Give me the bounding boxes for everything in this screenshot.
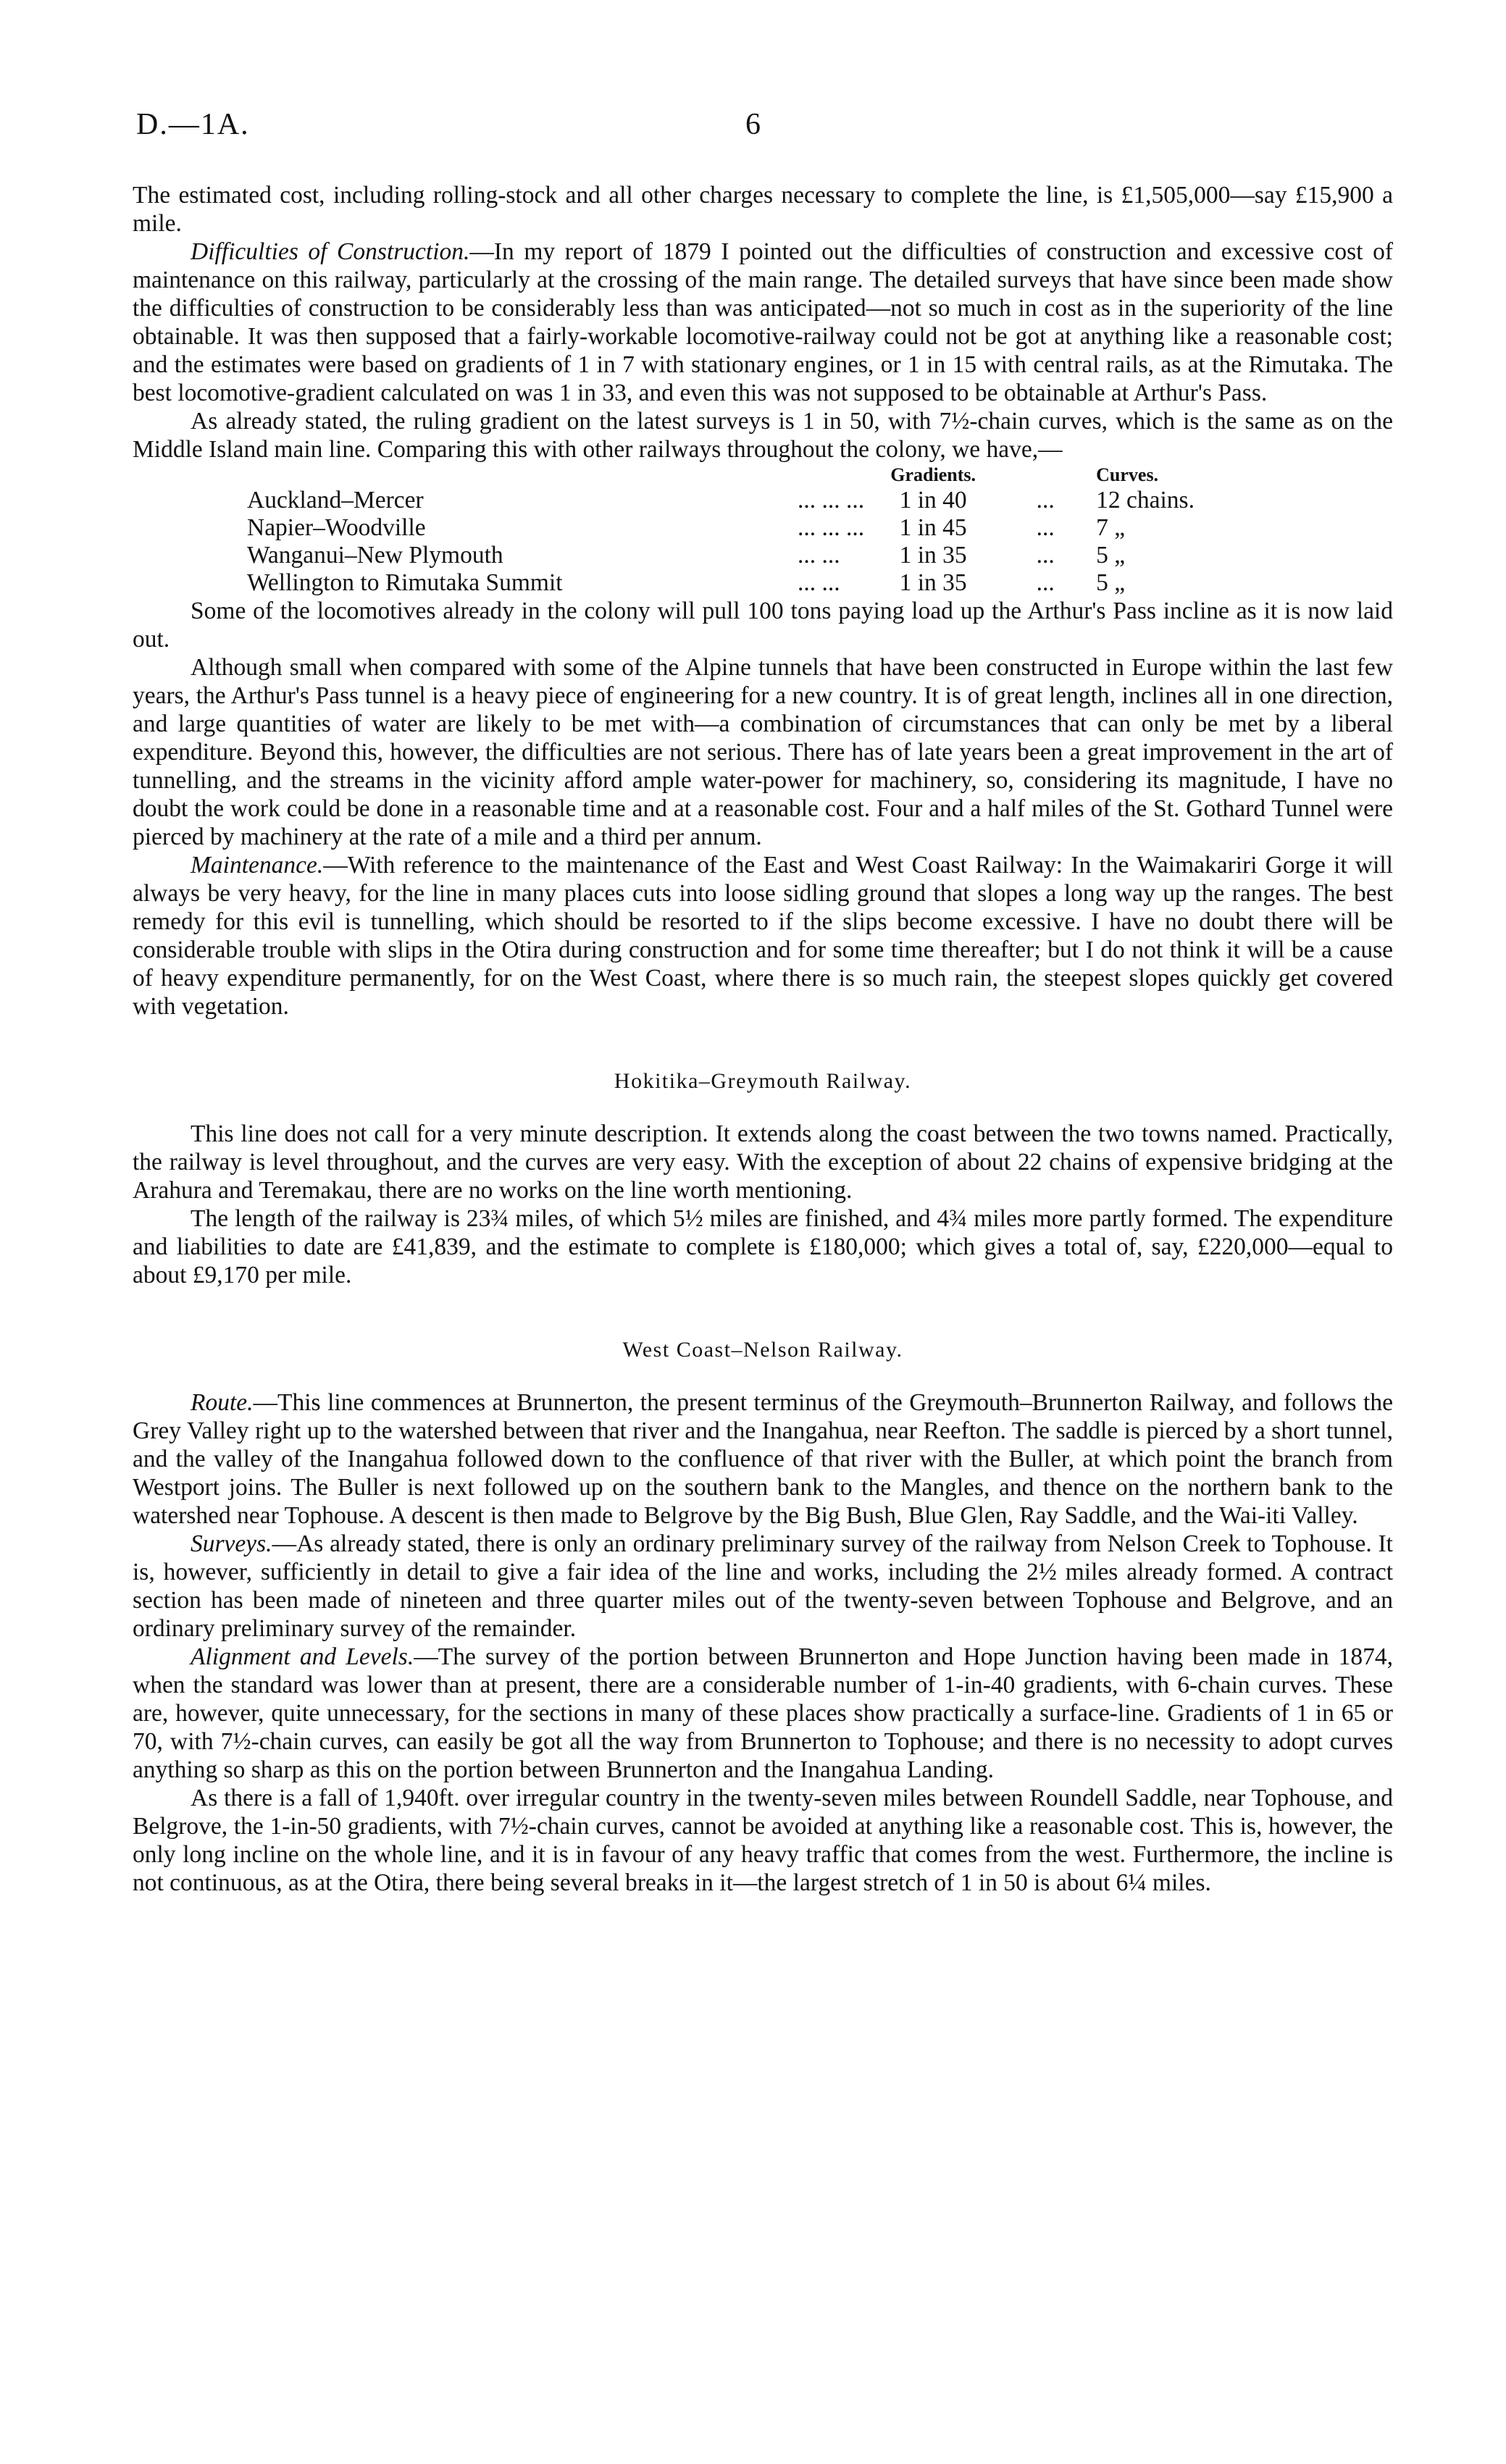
paragraph-route [133,1388,1393,1530]
row-separator: ... [1036,514,1055,541]
table-header-row [247,464,1234,487]
row-separator: ... [1036,542,1055,569]
row-separator: ... [1036,569,1055,596]
row-curves: 12 chains. [1096,487,1195,514]
row-curves: 7 „ [1096,514,1126,541]
page-header [136,107,1370,151]
row-line-name: Wellington to Rimutaka Summit [247,569,563,596]
paragraph-estimated-cost: The estimated cost, including rolling-stock and all other charges necessary to complete the line, is £1,505,000—say £15,900 a mile. [133,182,1393,237]
row-curves: 5 „ [1096,542,1126,569]
row-leader-dots: ... ... [798,569,840,596]
section-title-westcoast: West Coast–Nelson Railway. [622,1338,903,1362]
paragraph-hokitika-description: This line does not call for a very minute description. It extends along the coast between the two towns named. Practically, the railway is level throughout, and the curves are very easy. With the exception of about 22 chains of expensive bridging at the Arahura and Teremakau, there are no works on the line worth mentioning. [133,1120,1393,1204]
row-separator: ... [1036,487,1055,514]
maintenance-label: Maintenance. [191,852,324,879]
row-line-name: Wanganui–New Plymouth [247,542,503,569]
difficulties-text: —In my report of 1879 I pointed out the difficulties of construction and excessive cost of maintenance on this railway, particularly at the crossing of the main range. The detailed surveys that have since been made show the difficulties of construction to be considerably less than was anticipated—not so much in cost as in the superiority of the line obtainable. It was then supposed that a fairly-workable locomotive-railway could not be got at anything like a reasonable cost; and the estimates were based on gradients of 1 in 7 with stationary engines, or 1 in 15 with central rails, as at the Rimutaka. The best locomotive-gradient calculated on was 1 in 33, and even this was not supposed to be obtainable at Arthur's Pass. [133,238,1393,406]
table-row [247,514,1234,542]
route-label: Route. [191,1389,254,1416]
row-gradient: 1 in 35 [899,569,967,596]
paragraph-alignment [133,1643,1393,1784]
row-gradient: 1 in 45 [899,514,967,541]
difficulties-label: Difficulties of Construction. [191,238,470,265]
surveys-text: —As already stated, there is only an ordinary preliminary survey of the railway from Nelson Creek to Tophouse. It is, however, sufficiently in detail to give a fair idea of the line and works, including the 2½ miles already formed. A contract section has been made of nineteen and three quarter miles out of the twenty-seven between Tophouse and Belgrove, and an ordinary preliminary survey of the remainder. [133,1530,1393,1642]
table-row [247,569,1234,597]
row-leader-dots: ... ... [798,542,840,569]
paragraph-hokitika-length: The length of the railway is 23¾ miles, of which 5½ miles are finished, and 4¾ miles more partly formed. The expenditure and liabilities to date are £41,839, and the estimate to complete is £180,000; which gives a total of, say, £220,000—equal to about £9,170 per mile. [133,1205,1393,1288]
row-gradient: 1 in 35 [899,542,967,569]
alignment-label: Alignment and Levels. [191,1643,414,1670]
paragraph-locomotives: Some of the locomotives already in the colony will pull 100 tons paying load up the Arthur's Pass incline as it is now laid out. [133,598,1393,653]
row-curves: 5 „ [1096,569,1126,596]
row-line-name: Auckland–Mercer [247,487,424,514]
body-text [133,181,1393,1897]
route-text: —This line commences at Brunnerton, the present terminus of the Greymouth–Brunnerton Railway, and follows the Grey Valley right up to the watershed between that river and the Inangahua, near Reefton. The saddle is pierced by a short tunnel, and the valley of the Inangahua followed down to the confluence of that river with the Buller, at which point the branch from Westport joins. The Buller is next followed up on the southern bank to the Mangles, and thence on the northern bank to the watershed near Tophouse. A descent is then made to Belgrove by the Big Bush, Blue Glen, Ray Saddle, and the Wai-iti Valley. [133,1389,1393,1529]
railway-comparison-table [247,464,1234,597]
paragraph-difficulties [133,238,1393,407]
row-leader-dots: ... ... ... [798,487,865,514]
document-reference: D.—1A. [136,108,250,141]
header-curves: Curves. [1096,464,1159,485]
surveys-label: Surveys. [191,1530,272,1557]
paragraph-tunnel: Although small when compared with some of the Alpine tunnels that have been constructed in Europe within the last few years, the Arthur's Pass tunnel is a heavy piece of engineering for a new country. It is of great length, inclines all in one direction, and large quantities of water are likely to be met with—a combination of circumstances that can only be met by a liberal expenditure. Beyond this, however, the difficulties are not serious. There has of late years been a great improvement in the art of tunnelling, and the streams in the vicinity afford ample water-power for machinery, so, considering its magnitude, I have no doubt the work could be done in a reasonable time and at a reasonable cost. Four and a half miles of the St. Gothard Tunnel were pierced by machinery at the rate of a mile and a third per annum. [133,654,1393,850]
paragraph-fall: As there is a fall of 1,940ft. over irregular country in the twenty-seven miles between Roundell Saddle, near Tophouse, and Belgrove, the 1-in-50 gradients, with 7½-chain curves, cannot be avoided at anything like a reasonable cost. This is, however, the only long incline on the whole line, and it is in favour of any heavy traffic that comes from the west. Furthermore, the incline is not continuous, as at the Otira, there being several breaks in it—the largest stretch of 1 in 50 is about 6¼ miles. [133,1785,1393,1896]
header-gradients: Gradients. [890,464,976,485]
paragraph-ruling-gradient: As already stated, the ruling gradient on the latest surveys is 1 in 50, with 7½-chain curves, which is the same as on the Middle Island main line. Comparing this with other railways throughout the colony, we have,— [133,408,1393,463]
paragraph-surveys [133,1530,1393,1643]
row-leader-dots: ... ... ... [798,514,865,541]
paragraph-maintenance [133,851,1393,1021]
table-row [247,487,1234,514]
row-gradient: 1 in 40 [899,487,967,514]
page-number: 6 [745,108,761,141]
row-line-name: Napier–Woodville [247,514,426,541]
maintenance-text: —With reference to the maintenance of the East and West Coast Railway: In the Waimakariri Gorge it will always be very heavy, for the line in many places cuts into loose sidling ground that slopes a long way up the ranges. The best remedy for this evil is tunnelling, which should be resorted to if the slips become excessive. I have no doubt there will be considerable trouble with slips in the Otira during construction and for some time thereafter; but I do not think it will be a cause of heavy expenditure permanently, for on the West Coast, where there is so much rain, the steepest slopes quickly get covered with vegetation. [133,852,1393,1020]
table-row [247,542,1234,569]
alignment-text: —The survey of the portion between Brunnerton and Hope Junction having been made in 1874, when the standard was lower than at present, there are a considerable number of 1-in-40 gradients, with 6-chain curves. These are, however, quite unnecessary, for the sections in many of these places show practically a surface-line. Gradients of 1 in 65 or 70, with 7½-chain curves, can easily be got all the way from Brunnerton to Tophouse; and there is no necessity to adopt curves anything so sharp as this on the portion between Brunnerton and the Inangahua Landing. [133,1643,1394,1783]
section-title-hokitika: Hokitika–Greymouth Railway. [614,1069,912,1093]
